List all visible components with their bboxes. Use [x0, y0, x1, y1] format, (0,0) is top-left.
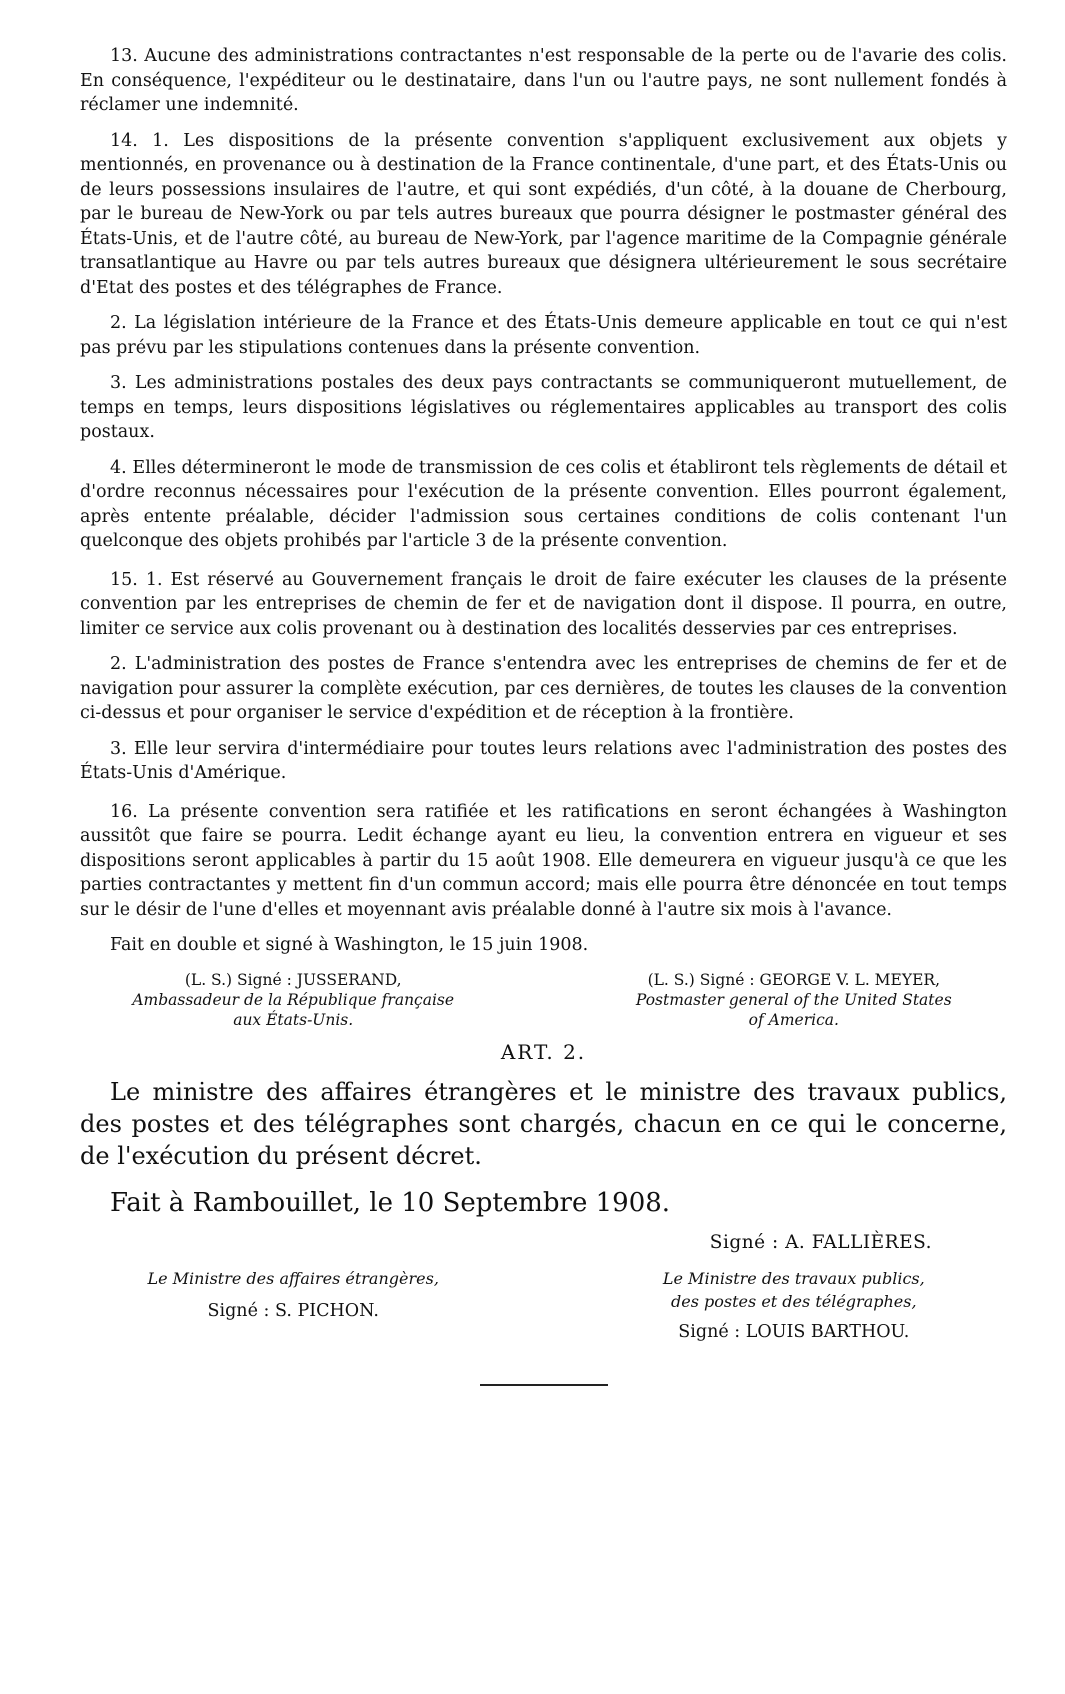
- president-signature: Signé : A. FALLIÈRES.: [709, 1231, 932, 1253]
- article-15-2-paragraph: 2. L'administration des postes de France s'entendra avec les entreprises de chemins de fer et de navigation pour assurer la complète exécution, par ces dernières, de toutes les clauses de la convention ci-dessus et pour organiser le service d'expédition et de réception à la frontière.: [80, 654, 1007, 723]
- article-14-4-paragraph: 4. Elles détermineront le mode de transmission de ces colis et établiront tels règlements de détail et d'ordre reconnus nécessaires pour l'exécution de la présente convention. Elles pourront également, après entente préalable, décider l'admission sous certaines conditions de colis contenant l'un quelconque des objets prohibés par l'article 3 de la présente convention.: [80, 457, 1007, 551]
- closing-rule: [480, 1384, 608, 1386]
- minister-public-works-role: Le Ministre des travaux publics,: [662, 1268, 925, 1288]
- convention-signatures: [80, 970, 1007, 1030]
- minister-public-works-signed: Signé : LOUIS BARTHOU.: [678, 1321, 910, 1342]
- signature-jusserand-signed: (L. S.) Signé : JUSSERAND,: [184, 970, 402, 989]
- article-2-heading: ART. 2.: [500, 1039, 587, 1064]
- decree-text: Le ministre des affaires étrangères et le ministre des travaux publics, des postes et des télégraphes sont chargés, chacun en ce qui le concerne, de l'exécution du présent décret.: [80, 1077, 1007, 1170]
- article-14-2-paragraph: 2. La législation intérieure de la France et des États-Unis demeure applicable en tout ce qui n'est pas prévu par les stipulations contenues dans la présente convention.: [80, 313, 1007, 358]
- minister-foreign-affairs-role: Le Ministre des affaires étrangères,: [147, 1268, 439, 1288]
- minister-public-works: [581, 1267, 1007, 1344]
- minister-public-works-role-cont: des postes et des télégraphes,: [671, 1291, 917, 1311]
- signature-jusserand: [80, 970, 506, 1030]
- signature-jusserand-role-cont: aux États-Unis.: [233, 1010, 354, 1029]
- minister-signatures: [80, 1267, 1007, 1344]
- article-14-3-paragraph: 3. Les administrations postales des deux pays contractants se communiqueront mutuellement, de temps en temps, leurs dispositions législatives ou réglementaires applicables au transport des colis postaux.: [80, 373, 1007, 442]
- article-13-paragraph: 13. Aucune des administrations contractantes n'est responsable de la perte ou de l'avarie des colis. En conséquence, l'expéditeur ou le destinataire, dans l'un ou l'autre pays, ne sont nullement fondés à réclamer une indemnité.: [80, 46, 1007, 115]
- article-14-1-paragraph: 14. 1. Les dispositions de la présente convention s'appliquent exclusivement aux objets y mentionnés, en provenance ou à destination de la France continentale, d'une part, et des États-Unis ou de leurs possessions insulaires de l'autre, et qui sont expédiés, d'un côté, à la douane de Cherbourg, par le bureau de New-York ou par tels autres bureaux que pourra désigner le postmaster général des États-Unis, et de l'autre côté, au bureau de New-York, par l'agence maritime de la Compagnie générale transatlantique au Havre ou par tels autres bureaux que désignera ultérieurement le sous secrétaire d'Etat des postes et des télégraphes de France.: [80, 130, 1007, 298]
- convention-signing-line: Fait en double et signé à Washington, le 15 juin 1908.: [110, 935, 589, 955]
- article-16-paragraph: 16. La présente convention sera ratifiée et les ratifications en seront échangées à Washington aussitôt que faire se pourra. Ledit échange ayant eu lieu, la convention entrera en vigueur et ses dispositions seront applicables à partir du 15 août 1908. Elle demeurera en vigueur jusqu'à ce que les parties contractantes y mettent fin d'un commun accord; mais elle pourra être dénoncée en tout temps sur le désir de l'une d'elles et moyennant avis préalable donné à l'autre six mois à l'avance.: [80, 801, 1007, 920]
- minister-foreign-affairs: [80, 1267, 506, 1344]
- signature-jusserand-role: Ambassadeur de la République française: [132, 990, 455, 1009]
- signature-meyer-role-cont: of America.: [748, 1010, 839, 1029]
- minister-foreign-affairs-signed: Signé : S. PICHON.: [207, 1300, 379, 1321]
- decree-signing-line: Fait à Rambouillet, le 10 Septembre 1908.: [110, 1187, 671, 1218]
- article-15-3-paragraph: 3. Elle leur servira d'intermédiaire pour toutes leurs relations avec l'administration des postes des États-Unis d'Amérique.: [80, 738, 1007, 783]
- signature-meyer-role: Postmaster general of the United States: [635, 990, 952, 1009]
- signature-meyer: [581, 970, 1007, 1030]
- signature-meyer-signed: (L. S.) Signé : GEORGE V. L. MEYER,: [647, 970, 940, 989]
- article-15-1-paragraph: 15. 1. Est réservé au Gouvernement français le droit de faire exécuter les clauses de la présente convention par les entreprises de chemin de fer et de navigation dont il dispose. Il pourra, en outre, limiter ce service aux colis provenant ou à destination des localités desservies par ces entreprises.: [80, 569, 1007, 639]
